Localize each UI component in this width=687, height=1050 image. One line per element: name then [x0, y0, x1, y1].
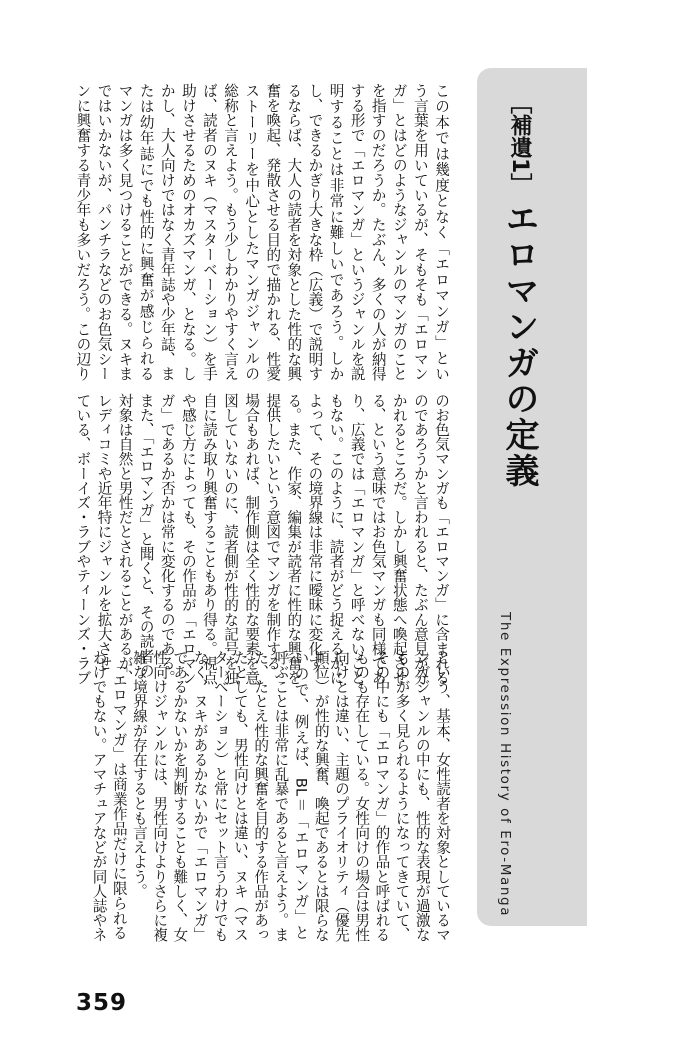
text-column: のであろうかと言われると、たぶん意見が分	[411, 393, 429, 685]
text-column: ば、読者のヌキ（マスターベーション）を手	[200, 83, 218, 381]
text-block-top	[72, 83, 452, 381]
text-column: ストーリーを中心としたマンガジャンルの	[243, 83, 261, 381]
chapter-label: ［補遺1］	[507, 92, 532, 196]
text-column: よって、その境界線は非常に曖昧に変化す	[306, 393, 324, 671]
text-column: という、基本、女性読者を対象としているマ	[434, 650, 451, 942]
text-column: のお色気マンガも「エロマンガ」に含まれる	[433, 393, 450, 685]
text-column: たとしても、男性向けとは違い、ヌキ（マス	[231, 650, 249, 942]
text-column: るならば、大人の読者を対象とした性的な興	[285, 83, 303, 381]
text-column: ている、ボーイズ・ラブやティーンズ・ラブ	[74, 393, 92, 685]
text-column: 助けさせるためのオカズマンガ、となる。し	[179, 83, 197, 381]
text-column: その中にも「エロマンガ」的作品と呼ばれる	[373, 650, 391, 942]
text-column: する形で「エロマンガ」というジャンルを説	[348, 83, 366, 381]
text-column: もない。このように、読者がどう捉えるかに	[327, 393, 345, 685]
text-column: ターベーション）と常にセット言うわけでも	[211, 650, 229, 942]
text-column: たは幼年誌にでも性的に興奮が感じられる	[137, 83, 155, 381]
text-column: ものも存在している。女性向けの場合は男性	[353, 650, 371, 942]
text-column: を指すのだろうか。たぶん、多くの人が納得	[369, 83, 387, 381]
text-column: り、広義では「エロマンガ」と呼べないこと	[348, 393, 366, 685]
text-column: であるかないかを判断することも難しく、女	[171, 650, 189, 942]
text-column: ではいかないが、パンチラなどのお色気シー	[95, 83, 113, 381]
text-column: また、「エロマンガ」と聞くと、その読者の	[137, 393, 155, 678]
text-column: ガ」であるか否かは常に変化するのである。	[158, 393, 176, 685]
text-column: 奮を喚起、発散させる目的で描かれる、性愛	[264, 83, 282, 381]
text-column: し、できるかぎり大きな枠（広義）で説明す	[306, 83, 324, 381]
text-column: わけでもない。アマチュアなどが同人誌やネ	[90, 650, 108, 942]
text-column: 雑な境界線が存在するとも言えよう。	[130, 650, 148, 899]
page-number: 359	[76, 990, 128, 1016]
text-column: う言葉を用いているが、そもそも「エロマン	[411, 83, 429, 381]
text-column: ガ」とはどのようなジャンルのマンガのこと	[390, 83, 408, 381]
text-column: マンガは多く見つけることができる。ヌキま	[116, 83, 134, 381]
text-column: 対象は自然と男性だとされることがあるが、	[116, 393, 134, 685]
text-column: 向けとは違い、主題のプライオリティ（優先	[332, 650, 350, 942]
text-column: 呼ぶことは非常に乱暴であると言えよう。ま	[272, 650, 290, 942]
text-column: この本では幾度となく「エロマンガ」とい	[433, 83, 450, 381]
text-column: 性向けジャンルには、男性向けよりさらに複	[151, 650, 169, 942]
text-column: ンガジャンルの中にも、性的な表現が過激な	[413, 650, 431, 942]
text-column: ンに興奮する青少年も多いだろう。この辺り	[74, 83, 92, 381]
text-column: 図していないのに、読者側が性的な記号を独	[222, 393, 240, 685]
text-column: 「エロマンガ」は商業作品だけに限られる	[110, 650, 128, 940]
text-column: 自に読み取り興奮することもあり得る。視点	[200, 393, 218, 685]
text-column: た、たとえ性的な興奮を目的する作品があっ	[252, 650, 270, 942]
text-column: かし、大人向けではなく青年誌や少年誌、ま	[158, 83, 176, 381]
text-column: る、という意味ではお色気マンガも同様であ	[369, 393, 387, 685]
book-subtitle: The Expression History of Ero-Manga	[497, 612, 513, 918]
text-column: いので、例えば、BL＝「エロマンガ」と	[292, 650, 310, 940]
text-column: 順位）が性的な興奮、喚起であるとは限らな	[312, 650, 330, 942]
text-column: なく、ヌキがあるかないかで「エロマンガ」	[191, 650, 209, 942]
chapter-title	[500, 92, 538, 489]
text-column: ものが多く見られるようになってきていて、	[393, 650, 411, 942]
text-column: 総称と言えよう。もう少しわかりやすく言え	[222, 83, 240, 381]
text-column: 場合もあれば、制作側は全く性的な要素を意	[243, 393, 261, 685]
text-block-bottom	[88, 650, 452, 940]
text-column: 明することは非常に難しいであろう。しか	[327, 83, 345, 381]
text-column: かれるところだ。しかし興奮状態へ喚起させ	[390, 393, 408, 685]
text-column: レディコミや近年特にジャンルを拡大させ	[95, 393, 113, 671]
text-block-middle	[72, 393, 452, 685]
text-column: る。また、作家、編集が読者に性的な興奮を	[285, 393, 303, 685]
text-column: 提供したいという意図でマンガを制作する	[264, 393, 282, 671]
chapter-heading: エロマンガの定義	[499, 200, 539, 489]
text-column: や感じ方によっても、その作品が「エロマン	[179, 393, 197, 685]
